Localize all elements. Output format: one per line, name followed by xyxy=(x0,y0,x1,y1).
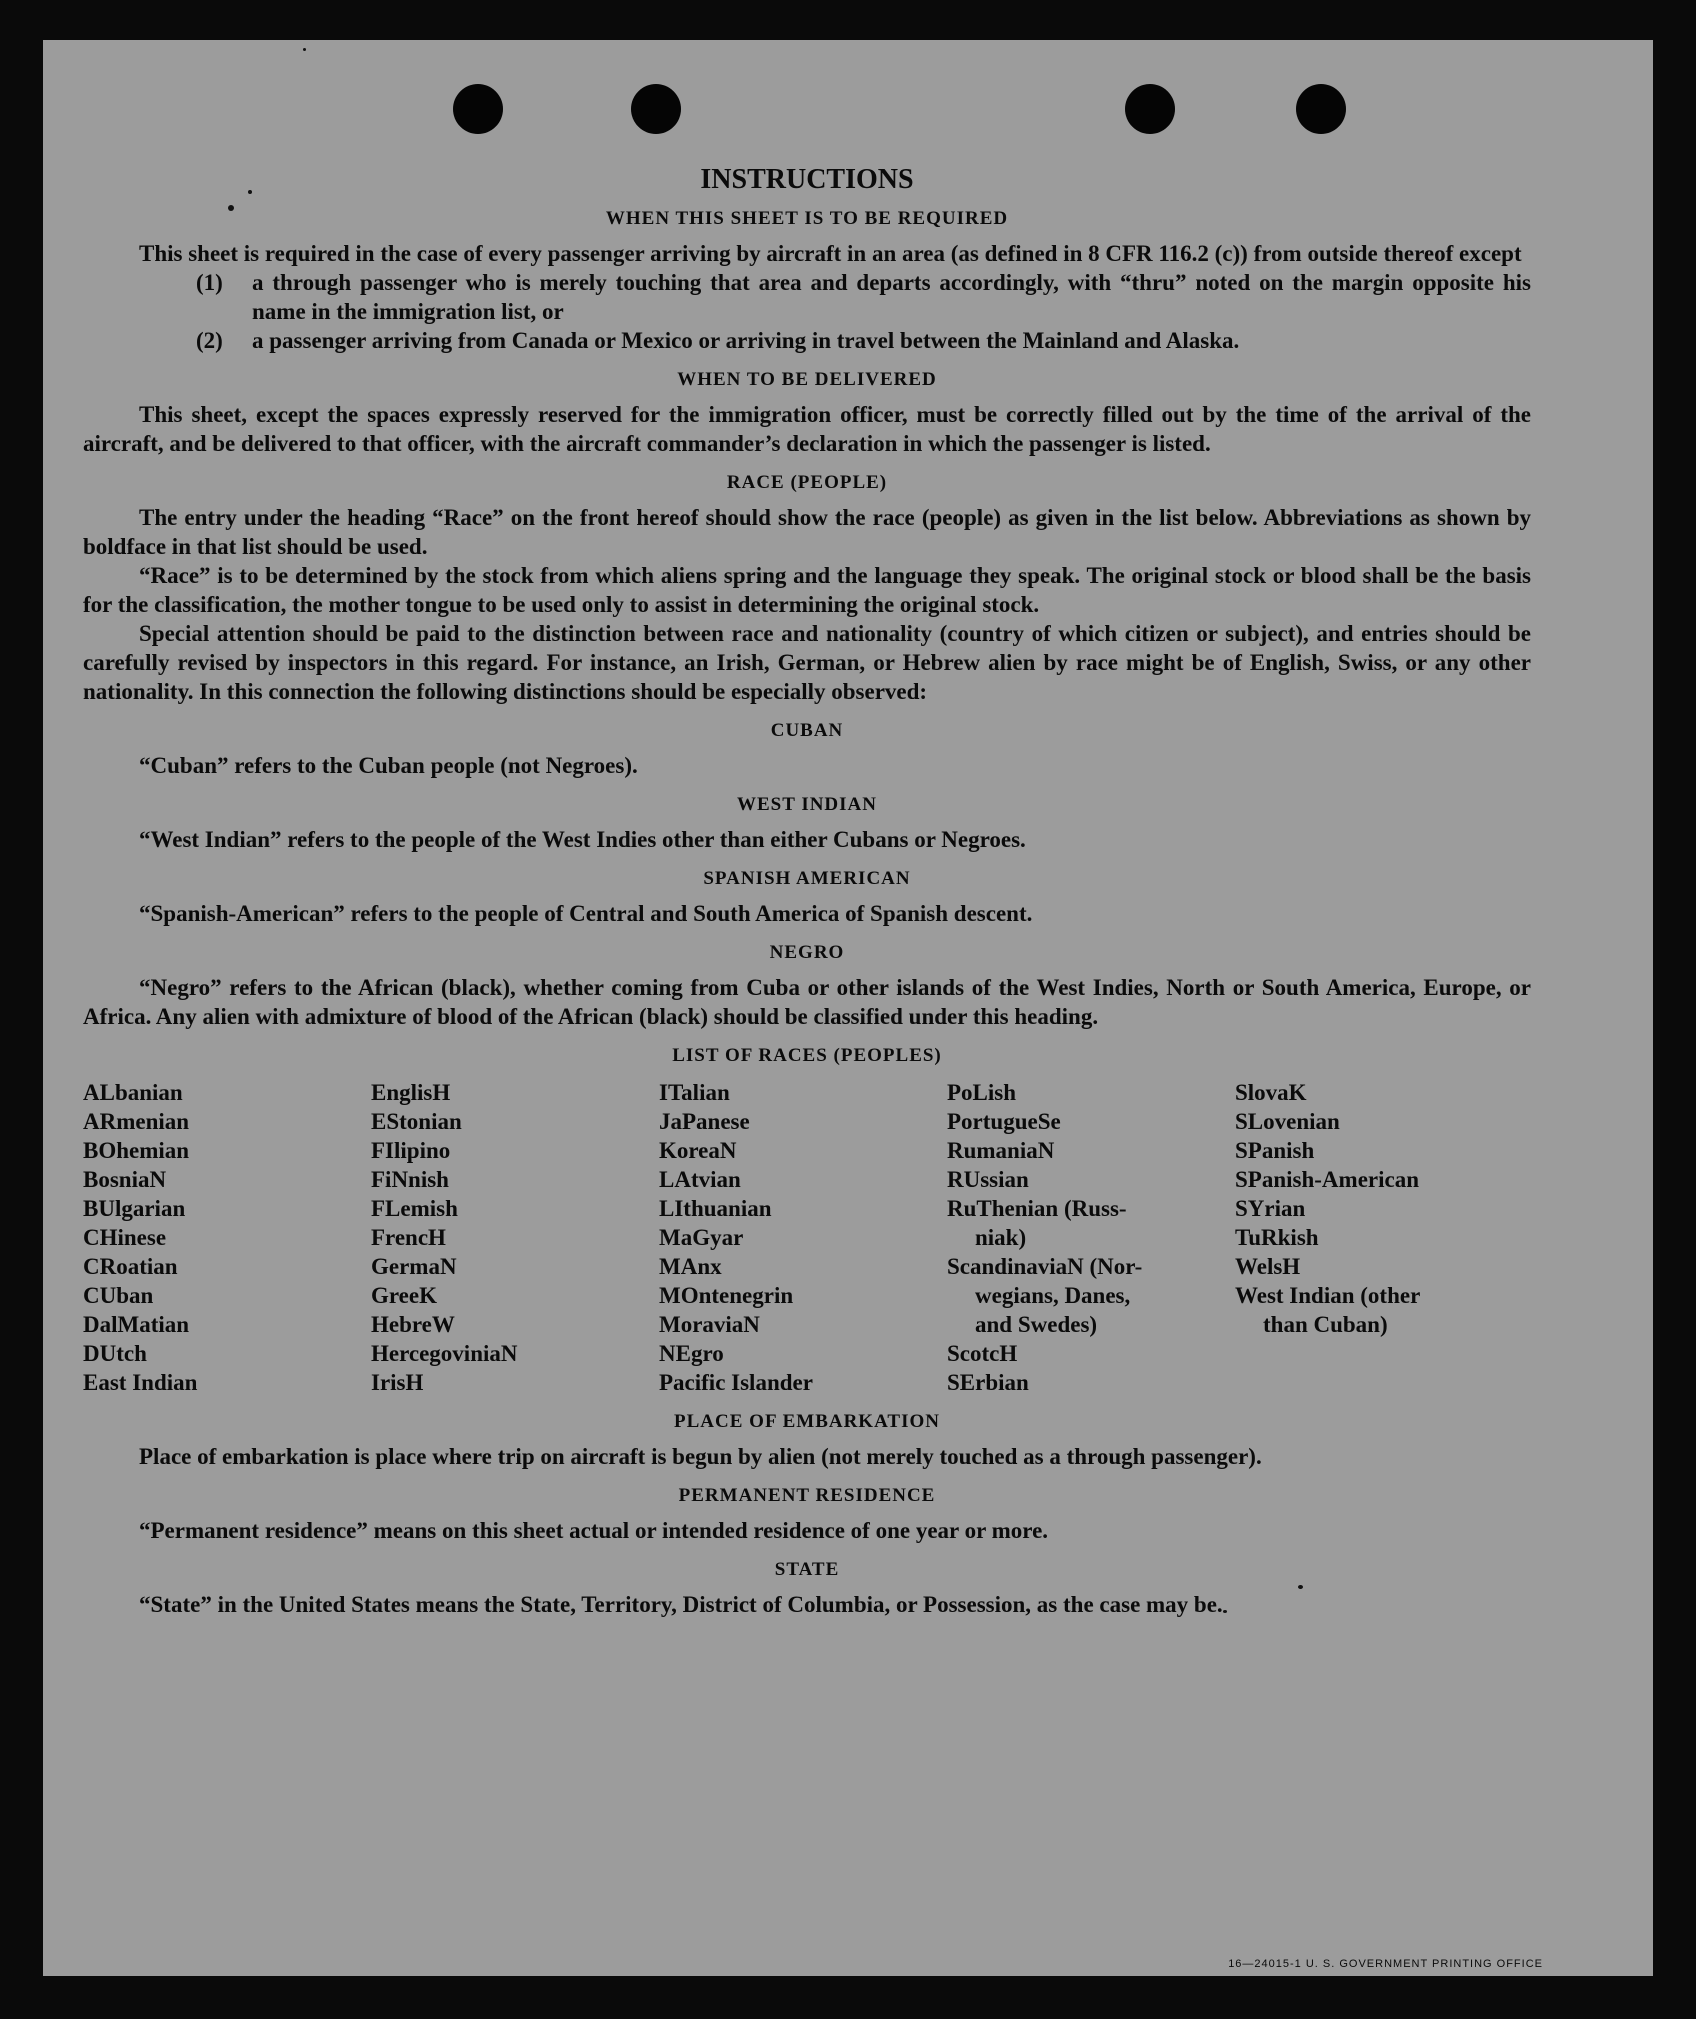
race-paragraph: Special attention should be paid to the distinction between race and nationality (country of which citizen or subject), and entries should be carefully revised by inspectors in this regard. For instance, an Irish, German, or Hebrew alien by race might be of English, Swiss, or any other nationality. In this connection the following distinctions should be especially observed: xyxy=(83,621,1531,704)
section-heading-residence: PERMANENT RESIDENCE xyxy=(678,1485,936,1506)
punch-hole xyxy=(631,84,681,134)
race-column xyxy=(83,1078,371,1397)
race-entry: SlovaK xyxy=(1235,1080,1307,1105)
race-entry: NEgro xyxy=(659,1341,724,1366)
race-entry: ScotcH xyxy=(947,1341,1018,1366)
race-entry: BOhemian xyxy=(83,1138,190,1163)
race-entry: RumaniaN xyxy=(947,1138,1055,1163)
race-entry: PoLish xyxy=(947,1080,1017,1105)
negro-text: “Negro” refers to the African (black), whether coming from Cuba or other islands of the West Indies, North or South America, Europe, or Africa. Any alien with admixture of blood of the African (black) should be classified under this heading. xyxy=(83,975,1531,1029)
race-entry: ITalian xyxy=(659,1080,730,1105)
punch-hole xyxy=(453,84,503,134)
page-title: INSTRUCTIONS xyxy=(700,164,914,195)
race-entry: RuThenian (Russ- xyxy=(947,1196,1127,1221)
exception-number: (2) xyxy=(196,328,223,353)
race-entry: than Cuban) xyxy=(1263,1312,1388,1337)
residence-text: “Permanent residence” means on this sheet actual or intended residence of one year or more. xyxy=(139,1518,1049,1543)
race-entry: PortugueSe xyxy=(947,1109,1061,1134)
race-entry: GermaN xyxy=(371,1254,457,1279)
section-heading-state: STATE xyxy=(774,1559,840,1580)
section-heading-negro: NEGRO xyxy=(769,942,845,963)
spanish-american-text: “Spanish-American” refers to the people of Central and South America of Spanish descent. xyxy=(139,901,1033,926)
punch-hole xyxy=(1125,84,1175,134)
section-heading-west-indian: WEST INDIAN xyxy=(737,794,877,815)
required-intro: This sheet is required in the case of every passenger arriving by aircraft in an area (as defined in 8 CFR 116.2 (c)) from outside thereof except xyxy=(139,241,1522,266)
race-entry: ARmenian xyxy=(83,1109,190,1134)
race-entry: IrisH xyxy=(371,1370,424,1395)
exception-item xyxy=(196,326,1531,355)
race-entry: FIlipino xyxy=(371,1138,451,1163)
race-entry: MAnx xyxy=(659,1254,722,1279)
race-entry: JaPanese xyxy=(659,1109,750,1134)
cuban-text: “Cuban” refers to the Cuban people (not Negroes). xyxy=(139,753,638,778)
race-entry: GreeK xyxy=(371,1283,437,1308)
race-entry: East Indian xyxy=(83,1370,198,1395)
race-entry: SLovenian xyxy=(1235,1109,1340,1134)
race-column xyxy=(659,1078,947,1397)
section-heading-spanish-american: SPANISH AMERICAN xyxy=(703,868,911,889)
exception-text: a passenger arriving from Canada or Mexico or arriving in travel between the Mainland and Alaska. xyxy=(252,328,1240,353)
section-heading-list-of-races: LIST OF RACES (PEOPLES) xyxy=(672,1045,942,1066)
race-paragraph: The entry under the heading “Race” on the front hereof should show the race (people) as given in the list below. Abbreviations as shown by boldface in that list should be used. xyxy=(83,505,1531,559)
section-heading-delivered: WHEN TO BE DELIVERED xyxy=(677,369,937,390)
section-heading-required: WHEN THIS SHEET IS TO BE REQUIRED xyxy=(605,208,1009,229)
race-entry: MOntenegrin xyxy=(659,1283,794,1308)
race-entry: wegians, Danes, xyxy=(975,1283,1131,1308)
race-entry: FiNnish xyxy=(371,1167,449,1192)
race-entry: EStonian xyxy=(371,1109,462,1134)
race-entry: ScandinaviaN (Nor- xyxy=(947,1254,1143,1279)
race-entry: KoreaN xyxy=(659,1138,737,1163)
race-entry: HercegoviniaN xyxy=(371,1341,518,1366)
exception-item xyxy=(196,268,1531,326)
race-entry: BUlgarian xyxy=(83,1196,186,1221)
section-heading-cuban: CUBAN xyxy=(770,720,844,741)
race-entry: DUtch xyxy=(83,1341,147,1366)
race-entry: MaGyar xyxy=(659,1225,744,1250)
race-entry: CRoatian xyxy=(83,1254,178,1279)
race-entry: HebreW xyxy=(371,1312,455,1337)
exception-text: a through passenger who is merely touching that area and departs accordingly, with “thru” noted on the margin opposite his name in the immigration list, or xyxy=(252,270,1531,324)
race-entry: CHinese xyxy=(83,1225,167,1250)
section-heading-race: RACE (PEOPLE) xyxy=(726,472,888,493)
embarkation-text: Place of embarkation is place where trip on aircraft is begun by alien (not merely touched as a through passenger). xyxy=(139,1444,1262,1469)
race-entry: FLemish xyxy=(371,1196,458,1221)
race-entry: SPanish xyxy=(1235,1138,1315,1163)
race-entry: ALbanian xyxy=(83,1080,183,1105)
race-entry: EnglisH xyxy=(371,1080,451,1105)
race-entry: DalMatian xyxy=(83,1312,190,1337)
section-heading-embarkation: PLACE OF EMBARKATION xyxy=(674,1411,940,1432)
race-entry: FrencH xyxy=(371,1225,446,1250)
race-entry: SYrian xyxy=(1235,1196,1306,1221)
state-text: “State” in the United States means the State, Territory, District of Columbia, or Possession, as the case may be. xyxy=(139,1592,1223,1617)
west-indian-text: “West Indian” refers to the people of the West Indies other than either Cubans or Negroes. xyxy=(139,827,1026,852)
race-entry: LAtvian xyxy=(659,1167,741,1192)
race-list xyxy=(83,1078,1531,1397)
printing-office-code: 16—24015-1 U. S. GOVERNMENT PRINTING OFFICE xyxy=(1228,1958,1543,1970)
delivered-text: This sheet, except the spaces expressly reserved for the immigration officer, must be correctly filled out by the time of the arrival of the aircraft, and be delivered to that officer, with the aircraft commander’s declaration in which the passenger is listed. xyxy=(83,402,1531,456)
race-entry: niak) xyxy=(975,1225,1027,1250)
race-entry: and Swedes) xyxy=(975,1312,1098,1337)
document-page xyxy=(43,40,1653,1976)
race-column xyxy=(947,1078,1235,1397)
race-entry: WelsH xyxy=(1235,1254,1301,1279)
race-entry: SErbian xyxy=(947,1370,1029,1395)
race-column xyxy=(371,1078,659,1397)
punch-hole xyxy=(1296,84,1346,134)
race-entry: Pacific Islander xyxy=(659,1370,813,1395)
race-entry: TuRkish xyxy=(1235,1225,1319,1250)
race-entry: RUssian xyxy=(947,1167,1029,1192)
instructions-content xyxy=(83,165,1531,1619)
race-entry: CUban xyxy=(83,1283,154,1308)
race-entry: West Indian (other xyxy=(1235,1283,1421,1308)
race-entry: SPanish-American xyxy=(1235,1167,1419,1192)
exception-number: (1) xyxy=(196,270,223,295)
race-paragraph: “Race” is to be determined by the stock from which aliens spring and the language they speak. The original stock or blood shall be the basis for the classification, the mother tongue to be used only to assist in determining the original stock. xyxy=(83,563,1531,617)
race-entry: BosniaN xyxy=(83,1167,167,1192)
race-entry: MoraviaN xyxy=(659,1312,760,1337)
race-entry: LIthuanian xyxy=(659,1196,772,1221)
speck xyxy=(303,48,306,51)
race-column xyxy=(1235,1078,1523,1397)
